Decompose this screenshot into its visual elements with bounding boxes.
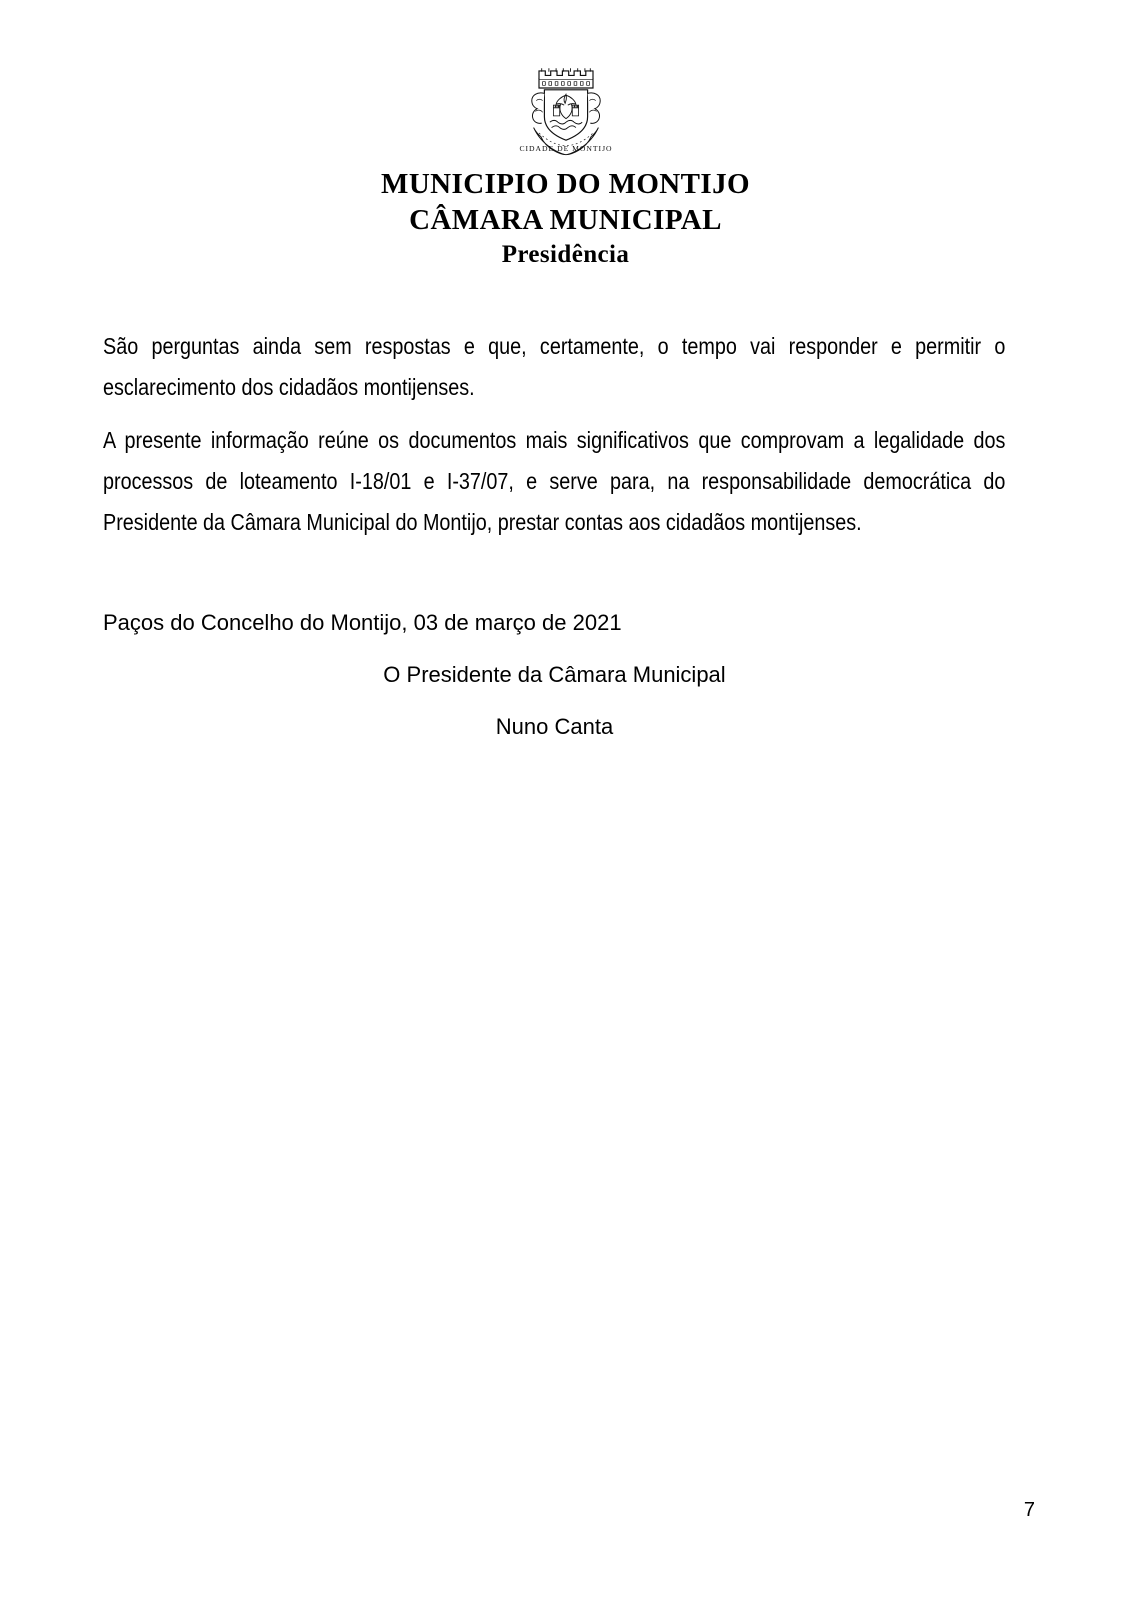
letterhead-line-municipality: MUNICIPIO DO MONTIJO xyxy=(381,168,750,200)
closing-block xyxy=(103,606,1006,744)
page-number: 7 xyxy=(1023,1499,1035,1521)
svg-text:CIDADE DE MONTIJO: CIDADE DE MONTIJO xyxy=(518,144,613,153)
document-body xyxy=(103,326,1006,543)
body-paragraph: A presente informação reúne os documentos mais significativos que comprovam a legalidade dos processos de loteamento I-18/01 e I-37/07, e serve para, na responsabilidade democrática do Presidente da Câmara Municipal do Montijo, prestar contas aos cidadãos montijenses. xyxy=(103,427,1006,535)
letterhead xyxy=(0,52,1131,272)
signatory-name: Nuno Canta xyxy=(495,714,614,739)
letterhead-line-department: Presidência xyxy=(501,241,630,268)
body-paragraph: São perguntas ainda sem respostas e que, certamente, o tempo vai responder e permitir o esclarecimento dos cidadãos montijenses. xyxy=(103,333,1006,400)
signatory-role: O Presidente da Câmara Municipal xyxy=(383,662,726,687)
place-and-date: Paços do Concelho do Montijo, 03 de março de 2021 xyxy=(103,610,622,635)
montijo-coat-of-arms-icon xyxy=(512,52,620,160)
letterhead-line-council: CÂMARA MUNICIPAL xyxy=(409,204,722,236)
